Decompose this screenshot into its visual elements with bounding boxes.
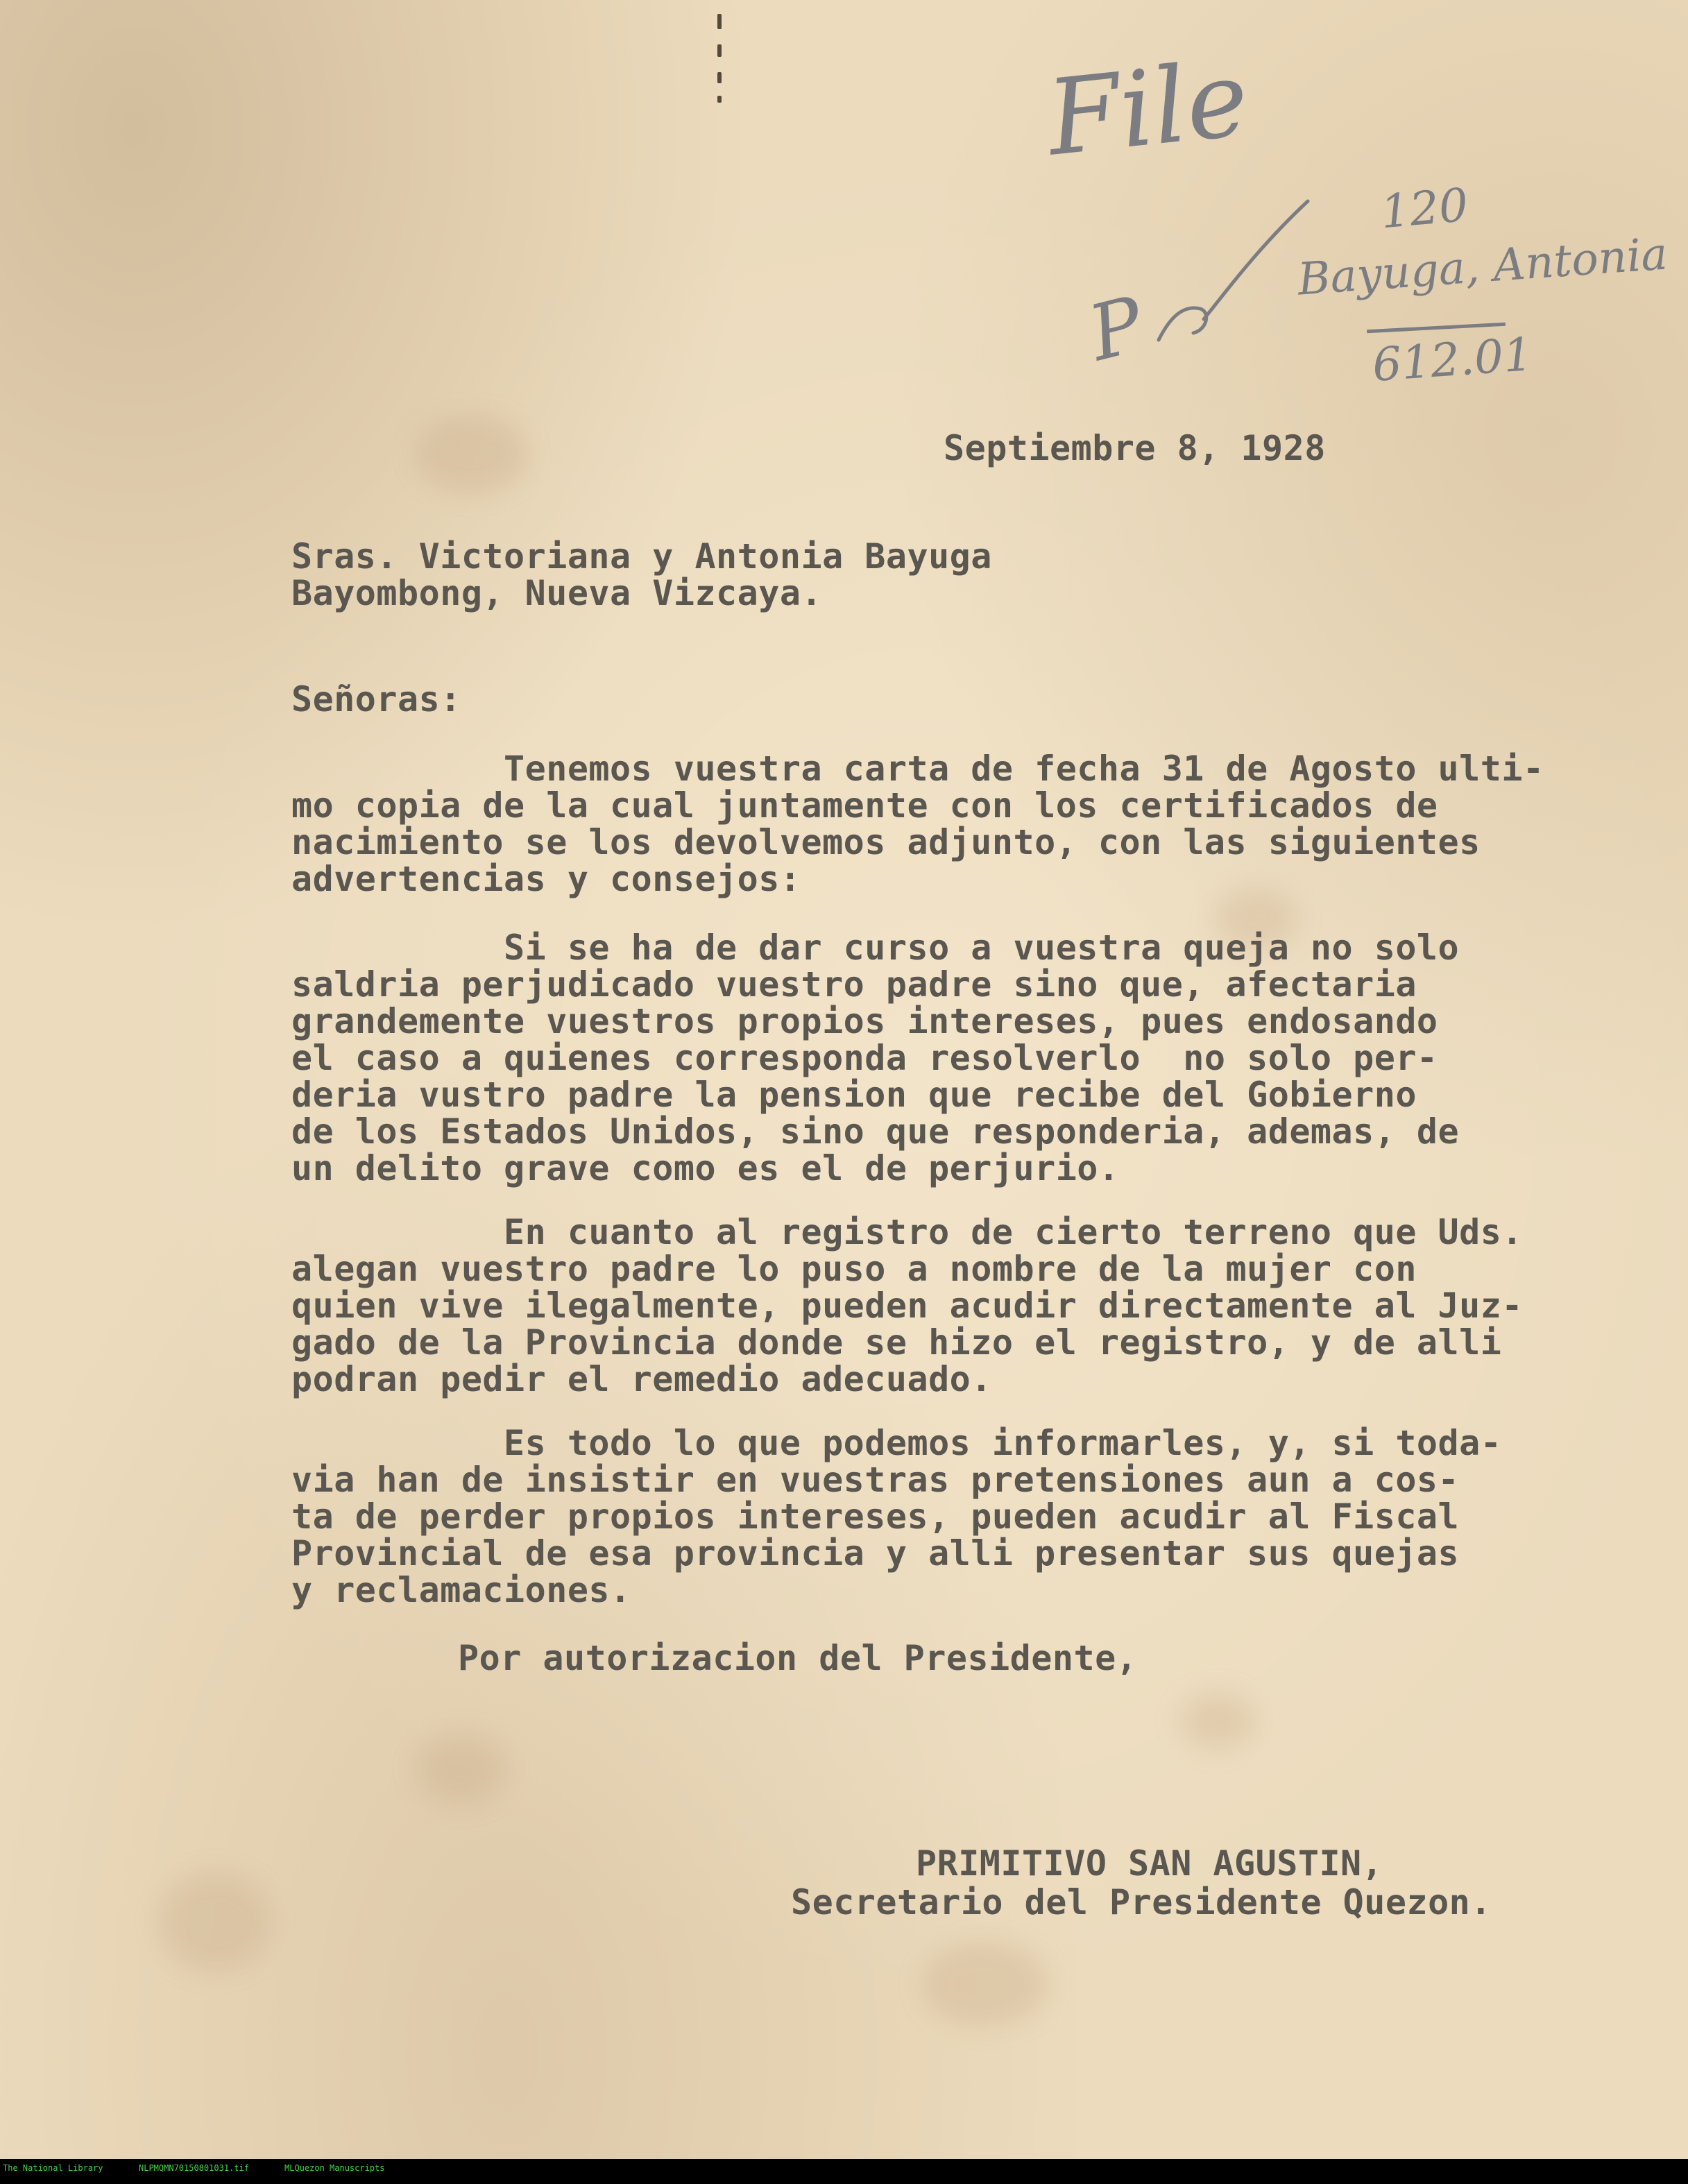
paragraph-line: gado de la Provincia donde se hizo el registro, y de alli (291, 1322, 1502, 1363)
staple-hole-mark (717, 44, 722, 57)
paragraph-line: Provincial de esa provincia y alli presentar sus quejas (291, 1533, 1460, 1573)
paragraph-line: advertencias y consejos: (291, 859, 801, 899)
paragraph-line: el caso a quienes corresponda resolverlo no solo per- (291, 1038, 1438, 1078)
closing-line: Por autorizacion del Presidente, (458, 1638, 1138, 1678)
paragraph-line: via han de insistir en vuestras pretensiones aun a cos- (291, 1460, 1460, 1500)
footer-filename: NLPMQMN70150801031.tif (139, 2163, 249, 2173)
archive-footer-bar (0, 2159, 1688, 2184)
paragraph-line: mo copia de la cual juntamente con los certificados de (291, 785, 1438, 826)
signature-name: PRIMITIVO SAN AGUSTIN, (916, 1843, 1383, 1884)
salutation: Señoras: (291, 679, 461, 719)
paragraph-line: grandemente vuestros propios intereses, pues endosando (291, 1001, 1438, 1041)
paragraph-line: saldria perjudicado vuestro padre sino que, afectaria (291, 964, 1417, 1005)
footer-collection: MLQuezon Manuscripts (284, 2163, 385, 2173)
paragraph-line: quien vive ilegalmente, pueden acudir directamente al Juz- (291, 1286, 1523, 1326)
footer-library: The National Library (3, 2163, 103, 2173)
handwritten-code: 612.01 (1370, 327, 1535, 392)
paragraph-line: ta de perder propios intereses, pueden acudir al Fiscal (291, 1496, 1460, 1537)
paragraph-line: Tenemos vuestra carta de fecha 31 de Agosto ulti- (291, 749, 1544, 789)
paragraph-line: En cuanto al registro de cierto terreno que Uds. (291, 1212, 1523, 1252)
handwritten-number: 120 (1378, 178, 1471, 239)
handwritten-file-note: File (1041, 38, 1254, 180)
paragraph-line: de los Estados Unidos, sino que responderia, ademas, de (291, 1111, 1460, 1152)
recipient-line-2: Bayombong, Nueva Vizcaya. (291, 573, 823, 613)
paragraph-line: Es todo lo que podemos informarles, y, si toda- (291, 1423, 1502, 1463)
staple-hole-mark (717, 96, 722, 103)
paragraph-line: deria vustro padre la pension que recibe del Gobierno (291, 1075, 1417, 1115)
paragraph-line: nacimiento se los devolvemos adjunto, con las siguientes (291, 822, 1481, 862)
letter-date: Septiembre 8, 1928 (944, 428, 1326, 468)
handwritten-name: Bayuga, Antonia (1296, 228, 1669, 306)
paragraph-line: podran pedir el remedio adecuado. (291, 1359, 992, 1399)
staple-hole-mark (717, 72, 722, 83)
handwritten-initials: P (1080, 279, 1152, 379)
paragraph-line: alegan vuestro padre lo puso a nombre de la mujer con (291, 1249, 1417, 1289)
paragraph-line: un delito grave como es el de perjurio. (291, 1148, 1120, 1188)
paragraph-line: y reclamaciones. (291, 1570, 631, 1610)
paragraph-line: Si se ha de dar curso a vuestra queja no solo (291, 928, 1460, 968)
signature-title: Secretario del Presidente Quezon. (791, 1882, 1492, 1922)
staple-hole-mark (717, 14, 722, 29)
handwritten-initials-stroke (1145, 187, 1318, 354)
recipient-line-1: Sras. Victoriana y Antonia Bayuga (291, 536, 992, 577)
